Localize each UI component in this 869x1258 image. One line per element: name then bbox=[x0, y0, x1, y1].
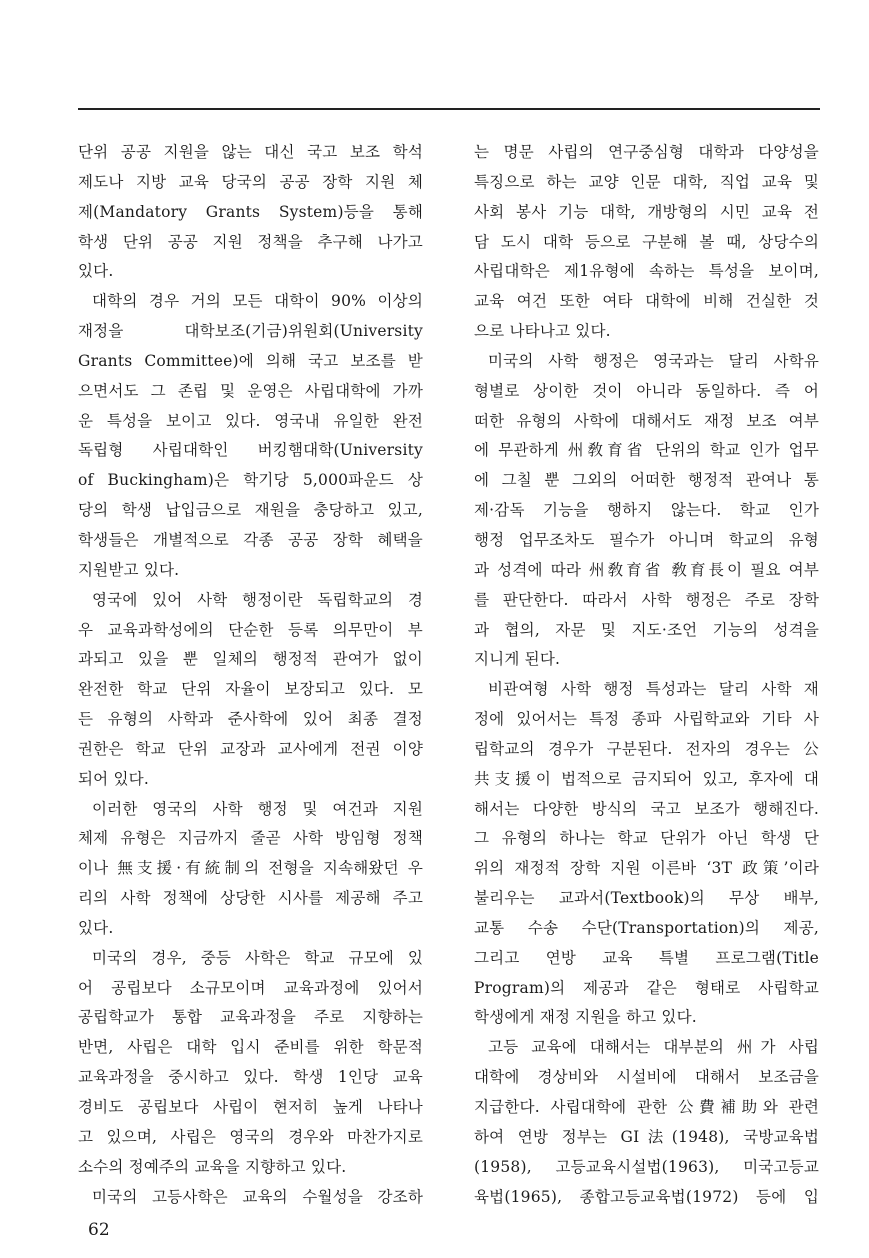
text-line: 영국에 있어 사학 행정이란 독립학교의 경 bbox=[92, 590, 423, 609]
text-line: Program)의 제공과 같은 형태로 사립학교 bbox=[474, 978, 819, 997]
text-line: 비관여형 사학 행정 특성과는 달리 사학 재 bbox=[488, 680, 819, 699]
right-column bbox=[474, 138, 819, 1212]
text-line: 반면, 사립은 대학 입시 준비를 위한 학문적 bbox=[78, 1038, 423, 1057]
text-line: 당의 학생 납입금으로 재원을 충당하고 있고, bbox=[78, 501, 423, 520]
text-line: 권한은 학교 단위 교장과 교사에게 전권 이양 bbox=[78, 739, 423, 758]
text-line: 정에 있어서는 특정 종파 사립학교와 기타 사 bbox=[474, 710, 819, 729]
text-line: 학생에게 재정 지원을 하고 있다. bbox=[474, 1008, 697, 1027]
text-line: 대학에 경상비와 시설비에 대해서 보조금을 bbox=[474, 1068, 819, 1087]
text-line: 고 있으며, 사립은 영국의 경우와 마찬가지로 bbox=[78, 1127, 423, 1146]
text-line: 학생들은 개별적으로 각종 공공 장학 혜택을 bbox=[78, 530, 423, 549]
text-line: 해서는 다양한 방식의 국고 보조가 행해진다. bbox=[474, 799, 819, 818]
text-line: 제(Mandatory Grants System)등을 통해 bbox=[78, 202, 423, 221]
text-line: 교육 여건 또한 여타 대학에 비해 건실한 것 bbox=[474, 292, 819, 311]
text-line: 에 그칠 뿐 그외의 어떠한 행정적 관여나 통 bbox=[474, 471, 819, 490]
text-line: 으면서도 그 존립 및 운영은 사립대학에 가까 bbox=[78, 381, 423, 400]
text-line: 를 판단한다. 따라서 사학 행정은 주로 장학 bbox=[474, 590, 819, 609]
text-line: 리의 사학 정책에 상당한 시사를 제공해 주고 bbox=[78, 889, 423, 908]
header-rule bbox=[78, 108, 820, 110]
text-line: 으로 나타나고 있다. bbox=[474, 322, 611, 341]
text-line: 특징으로 하는 교양 인문 대학, 직업 교육 및 bbox=[474, 172, 819, 191]
text-line: 지급한다. 사립대학에 관한 公費補助와 관련 bbox=[474, 1098, 819, 1116]
text-line: 어 공립보다 소규모이며 교육과정에 있어서 bbox=[78, 978, 423, 997]
text-line: 재정을 대학보조(기금)위원회(University bbox=[78, 322, 423, 341]
text-line: 이나 無支援·有統制의 전형을 지속해왔던 우 bbox=[78, 859, 423, 878]
text-line: 에 무관하게 州敎育省 단위의 학교 인가 업무 bbox=[474, 441, 819, 460]
text-line: 공립학교가 통합 교육과정을 주로 지향하는 bbox=[78, 1008, 423, 1027]
text-line: 고등 교육에 대해서는 대부분의 州가 사립 bbox=[488, 1038, 819, 1057]
text-line: 위의 재정적 장학 지원 이른바 ‘3T 政策’이라 bbox=[474, 859, 819, 878]
text-line: 경비도 공립보다 사립이 현저히 높게 나타나 bbox=[78, 1098, 423, 1116]
text-line: 미국의 고등사학은 교육의 수월성을 강조하 bbox=[92, 1187, 423, 1206]
text-line: 共支援이 법적으로 금지되어 있고, 후자에 대 bbox=[474, 769, 819, 788]
text-line: 대학의 경우 거의 모든 대학이 90% 이상의 bbox=[92, 292, 423, 311]
text-line: 립학교의 경우가 구분된다. 전자의 경우는 公 bbox=[474, 739, 819, 758]
text-line: 되어 있다. bbox=[78, 769, 149, 788]
text-line: 단위 공공 지원을 않는 대신 국고 보조 학석 bbox=[78, 143, 423, 161]
text-line: Grants Committee)에 의해 국고 보조를 받 bbox=[78, 351, 423, 370]
text-line: 과되고 있을 뿐 일체의 행정적 관여가 없이 bbox=[78, 650, 423, 669]
text-line: 형별로 상이한 것이 아니라 동일하다. 즉 어 bbox=[474, 381, 819, 400]
text-line: 든 유형의 사학과 준사학에 있어 최종 결정 bbox=[78, 710, 423, 729]
text-line: 미국의 경우, 중등 사학은 학교 규모에 있 bbox=[92, 948, 423, 967]
text-line: 그 유형의 하나는 학교 단위가 아닌 학생 단 bbox=[474, 829, 819, 848]
text-line: 제·감독 기능을 행하지 않는다. 학교 인가 bbox=[474, 501, 819, 520]
left-column bbox=[78, 138, 423, 1212]
text-line: 있다. bbox=[78, 262, 114, 281]
text-line: 교통 수송 수단(Transportation)의 제공, bbox=[474, 918, 819, 937]
text-line: (1958), 고등교육시설법(1963), 미국고등교 bbox=[474, 1157, 819, 1176]
text-line: 있다. bbox=[78, 918, 114, 937]
text-line: 제도나 지방 교육 당국의 공공 장학 지원 체 bbox=[78, 172, 423, 191]
text-line: 사립대학은 제1유형에 속하는 특성을 보이며, bbox=[474, 262, 819, 281]
text-line: 담 도시 대학 등으로 구분해 볼 때, 상당수의 bbox=[474, 232, 819, 251]
text-line: 소수의 정예주의 교육을 지향하고 있다. bbox=[78, 1157, 347, 1176]
text-line: 지니게 된다. bbox=[474, 650, 561, 669]
text-line: 교육과정을 중시하고 있다. 학생 1인당 교육 bbox=[78, 1068, 423, 1087]
text-line: 완전한 학교 단위 자율이 보장되고 있다. 모 bbox=[78, 680, 423, 699]
text-line: 사회 봉사 기능 대학, 개방형의 시민 교육 전 bbox=[474, 202, 819, 221]
text-line: 과 성격에 따라 州敎育省 敎育長이 필요 여부 bbox=[474, 560, 819, 579]
text-line: 운 특성을 보이고 있다. 영국내 유일한 완전 bbox=[78, 411, 423, 430]
page-number: 62 bbox=[88, 1220, 110, 1240]
text-line: 학생 단위 공공 지원 정책을 추구해 나가고 bbox=[78, 232, 423, 251]
text-line: of Buckingham)은 학기당 5,000파운드 상 bbox=[78, 471, 423, 490]
text-line: 불리우는 교과서(Textbook)의 무상 배부, bbox=[474, 889, 819, 908]
text-line: 그리고 연방 교육 특별 프로그램(Title bbox=[474, 948, 819, 967]
text-line: 떠한 유형의 사학에 대해서도 재정 보조 여부 bbox=[474, 411, 819, 430]
text-line: 독립형 사립대학인 버킹햄대학(University bbox=[78, 441, 423, 460]
text-line: 우 교육과학성에의 단순한 등록 의무만이 부 bbox=[78, 620, 423, 639]
text-line: 행정 업무조차도 필수가 아니며 학교의 유형 bbox=[474, 530, 819, 549]
text-line: 지원받고 있다. bbox=[78, 560, 180, 579]
text-line: 이러한 영국의 사학 행정 및 여건과 지원 bbox=[92, 799, 423, 818]
text-line: 과 협의, 자문 및 지도·조언 기능의 성격을 bbox=[474, 620, 819, 639]
text-line: 는 명문 사립의 연구중심형 대학과 다양성을 bbox=[474, 143, 819, 161]
text-line: 미국의 사학 행정은 영국과는 달리 사학유 bbox=[488, 351, 819, 370]
text-line: 육법(1965), 종합고등교육법(1972) 등에 입 bbox=[474, 1187, 819, 1206]
text-line: 하여 연방 정부는 GI法(1948), 국방교육법 bbox=[474, 1127, 819, 1146]
text-line: 체제 유형은 지금까지 줄곧 사학 방임형 정책 bbox=[78, 829, 423, 848]
